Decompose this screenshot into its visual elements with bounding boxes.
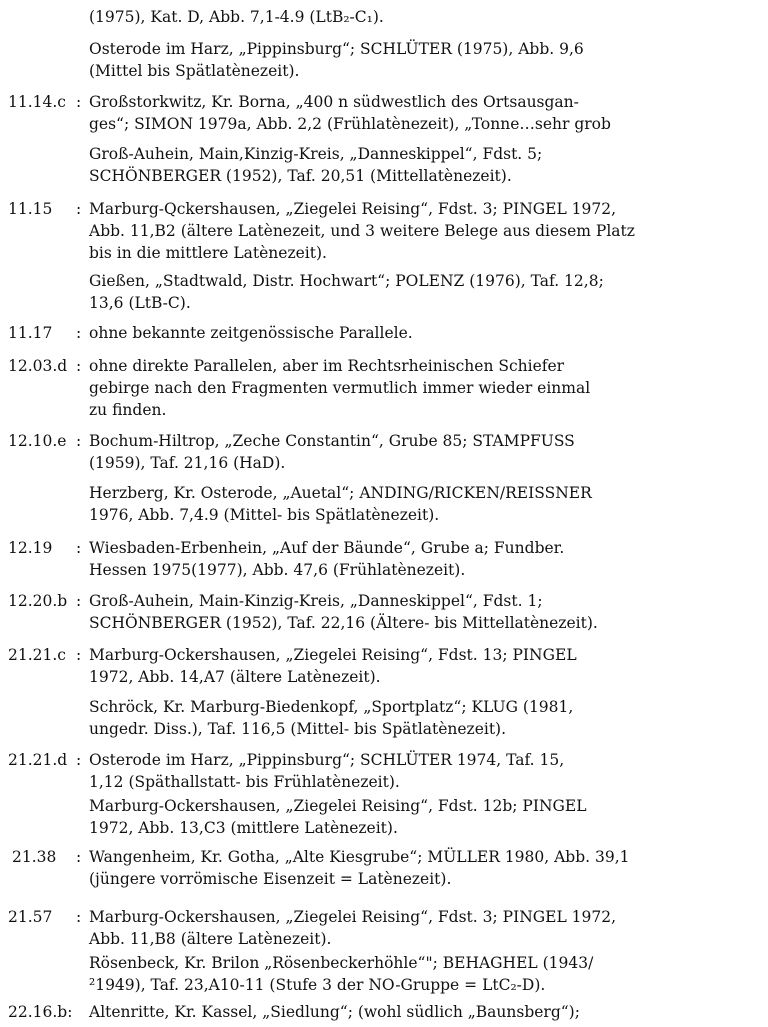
text-line: (Mittel bis Spätlatènezeit). (89, 62, 300, 80)
text-line: ges“; SIMON 1979a, Abb. 2,2 (Frühlatènezeit), „Tonne…sehr grob (89, 115, 611, 133)
text-line: zu finden. (89, 401, 167, 419)
reference-paragraph (89, 590, 749, 634)
entry-number: 12.19 (8, 539, 53, 557)
text-line: Wiesbaden-Erbenhein, „Auf der Bäunde“, Grube a; Fundber. (89, 539, 565, 557)
text-line: Osterode im Harz, „Pippinsburg“; SCHLÜTER 1974, Taf. 15, (89, 751, 565, 769)
reference-paragraph (89, 644, 749, 688)
text-line: Abb. 11,B2 (ältere Latènezeit, und 3 weitere Belege aus diesem Platz (89, 222, 635, 240)
reference-paragraph (89, 322, 749, 344)
text-line: 1976, Abb. 7,4.9 (Mittel- bis Spätlatènezeit). (89, 506, 440, 524)
reference-paragraph (89, 482, 749, 526)
reference-paragraph (89, 846, 749, 890)
text-line: Groß-Auhein, Main,Kinzig-Kreis, „Danneskippel“, Fdst. 5; (89, 145, 543, 163)
text-line: Rösenbeck, Kr. Brilon „Rösenbeckerhöhle“"; BEHAGHEL (1943/ (89, 954, 594, 972)
entry-colon: : (76, 848, 82, 866)
entry-number: 12.10.e (8, 432, 67, 450)
reference-paragraph (89, 952, 749, 996)
entry-colon: : (76, 200, 82, 218)
entry-colon: : (76, 751, 82, 769)
entry-number: 21.38 (12, 848, 57, 866)
text-line: Herzberg, Kr. Osterode, „Auetal“; ANDING/RICKEN/REISSNER (89, 484, 592, 502)
text-line: ungedr. Diss.), Taf. 116,5 (Mittel- bis Spätlatènezeit). (89, 720, 507, 738)
reference-paragraph (89, 749, 749, 793)
text-line: Osterode im Harz, „Pippinsburg“; SCHLÜTER (1975), Abb. 9,6 (89, 40, 584, 58)
text-line: ²1949), Taf. 23,A10-11 (Stufe 3 der NO-Gruppe = LtC₂-D). (89, 976, 546, 994)
entry-number: 21.21.c (8, 646, 66, 664)
reference-paragraph (89, 1001, 749, 1023)
entry-number: 11.17 (8, 324, 53, 342)
text-line: 1972, Abb. 13,C3 (mittlere Latènezeit). (89, 819, 398, 837)
text-line: Gießen, „Stadtwald, Distr. Hochwart“; POLENZ (1976), Taf. 12,8; (89, 272, 604, 290)
text-line: Schröck, Kr. Marburg-Biedenkopf, „Sportplatz“; KLUG (1981, (89, 698, 574, 716)
text-line: 1972, Abb. 14,A7 (ältere Latènezeit). (89, 668, 381, 686)
reference-paragraph (89, 38, 749, 82)
entry-colon: : (76, 93, 82, 111)
text-line: SCHÖNBERGER (1952), Taf. 22,16 (Ältere- bis Mittellatènezeit). (89, 614, 598, 632)
reference-paragraph (89, 906, 749, 950)
entry-number: 11.14.c (8, 93, 66, 111)
entry-colon: : (76, 908, 82, 926)
reference-paragraph (89, 355, 749, 421)
entry-colon: : (76, 646, 82, 664)
text-line: (1959), Taf. 21,16 (HaD). (89, 454, 286, 472)
text-line: Großstorkwitz, Kr. Borna, „400 n südwestlich des Ortsausgan- (89, 93, 579, 111)
text-line: 1,12 (Späthallstatt- bis Frühlatènezeit). (89, 773, 400, 791)
entry-colon: : (76, 592, 82, 610)
reference-paragraph (89, 198, 749, 264)
text-line: Marburg-Ockershausen, „Ziegelei Reising“, Fdst. 12b; PINGEL (89, 797, 587, 815)
text-line: Hessen 1975(1977), Abb. 47,6 (Frühlatènezeit). (89, 561, 466, 579)
entry-number: 22.16.b: (8, 1003, 73, 1021)
text-line: Marburg-Ockershausen, „Ziegelei Reising“, Fdst. 13; PINGEL (89, 646, 577, 664)
entry-number: 12.20.b (8, 592, 68, 610)
entry-number: 21.21.d (8, 751, 68, 769)
text-line: (1975), Kat. D, Abb. 7,1-4.9 (LtB₂-C₁). (89, 8, 384, 26)
entry-colon: : (76, 324, 82, 342)
reference-paragraph (89, 6, 749, 28)
reference-paragraph (89, 696, 749, 740)
text-line: Wangenheim, Kr. Gotha, „Alte Kiesgrube“; MÜLLER 1980, Abb. 39,1 (89, 848, 630, 866)
reference-paragraph (89, 270, 749, 314)
text-line: Marburg-Ockershausen, „Ziegelei Reising“, Fdst. 3; PINGEL 1972, (89, 908, 617, 926)
reference-paragraph (89, 795, 749, 839)
text-line: bis in die mittlere Latènezeit). (89, 244, 327, 262)
entry-colon: : (76, 432, 82, 450)
text-line: 13,6 (LtB-C). (89, 294, 191, 312)
text-line: Bochum-Hiltrop, „Zeche Constantin“, Grube 85; STAMPFUSS (89, 432, 575, 450)
text-line: Marburg-Qckershausen, „Ziegelei Reising“, Fdst. 3; PINGEL 1972, (89, 200, 617, 218)
text-line: SCHÖNBERGER (1952), Taf. 20,51 (Mittellatènezeit). (89, 167, 512, 185)
text-line: Abb. 11,B8 (ältere Latènezeit). (89, 930, 332, 948)
text-line: ohne bekannte zeitgenössische Parallele. (89, 324, 413, 342)
text-line: ohne direkte Parallelen, aber im Rechtsrheinischen Schiefer (89, 357, 565, 375)
entry-colon: : (76, 539, 82, 557)
reference-paragraph (89, 430, 749, 474)
reference-paragraph (89, 143, 749, 187)
entry-number: 21.57 (8, 908, 53, 926)
entry-number: 12.03.d (8, 357, 68, 375)
reference-paragraph (89, 91, 749, 135)
text-line: Groß-Auhein, Main-Kinzig-Kreis, „Danneskippel“, Fdst. 1; (89, 592, 543, 610)
entry-number: 11.15 (8, 200, 53, 218)
text-line: Altenritte, Kr. Kassel, „Siedlung“; (wohl südlich „Baunsberg“); (89, 1003, 580, 1021)
text-line: gebirge nach den Fragmenten vermutlich immer wieder einmal (89, 379, 591, 397)
entry-colon: : (76, 357, 82, 375)
text-line: (jüngere vorrömische Eisenzeit = Latènezeit). (89, 870, 452, 888)
reference-paragraph (89, 537, 749, 581)
